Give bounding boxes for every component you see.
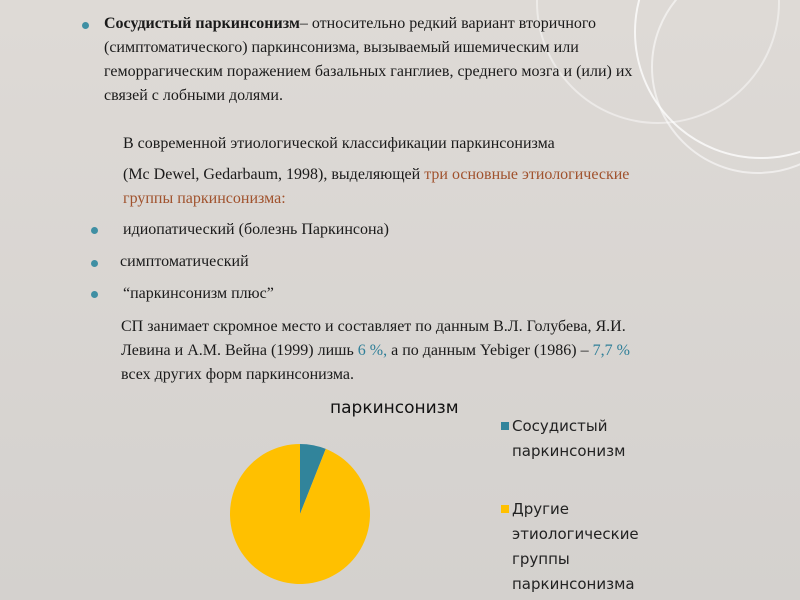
term-bold: Сосудистый паркинсонизм — [104, 15, 300, 32]
legend-label: Сосудистый — [512, 417, 608, 435]
stat-value: 6 %, — [357, 342, 388, 359]
stats-paragraph — [121, 315, 771, 387]
stats-text: всех других форм паркинсонизма. — [121, 366, 354, 383]
group-item: “паркинсонизм плюс” — [123, 285, 274, 302]
definition-text: связей с лобными долями. — [104, 87, 283, 104]
group-item: идиопатический (болезнь Паркинсона) — [123, 221, 389, 238]
stat-value: 7,7 % — [592, 342, 630, 359]
intro-paragraph — [104, 12, 764, 108]
legend-swatch — [501, 422, 509, 430]
bullet-icon — [91, 260, 98, 267]
classification-paragraph — [123, 163, 773, 211]
stats-text: а по данным Yebiger (1986) – — [387, 342, 593, 359]
group-item: симптоматический — [120, 253, 249, 270]
legend-label: группы — [512, 550, 570, 568]
highlight-groups: три основные этиологические — [424, 166, 630, 183]
definition-text: (симптоматического) паркинсонизма, вызываемый ишемическим или — [104, 39, 579, 56]
classification-line: В современной этиологической классификации паркинсонизма — [123, 135, 555, 152]
legend-item-vascular — [512, 414, 625, 464]
bullet-icon — [91, 291, 98, 298]
stats-text: Левина и А.М. Вейна (1999) лишь — [121, 342, 358, 359]
highlight-groups: группы паркинсонизма: — [123, 190, 286, 207]
pie-slice-other — [230, 444, 370, 584]
legend-label: паркинсонизма — [512, 575, 635, 593]
pie-chart — [228, 440, 378, 590]
legend-label: паркинсонизм — [512, 442, 626, 460]
bullet-icon — [91, 227, 98, 234]
classification-citation: (Mc Dewel, Gedarbaum, 1998), выделяющей — [123, 166, 425, 183]
definition-text: – относительно редкий вариант вторичного — [299, 15, 597, 32]
legend-label: Другие — [512, 500, 569, 518]
legend-item-other — [512, 497, 639, 597]
chart-title: паркинсонизм — [330, 398, 459, 418]
legend-label: этиологические — [512, 525, 639, 543]
bullet-icon — [82, 22, 89, 29]
legend-swatch — [501, 505, 509, 513]
stats-text: СП занимает скромное место и составляет по данным В.Л. Голубева, Я.И. — [121, 318, 626, 335]
definition-text: геморрагическим поражением базальных ганглиев, среднего мозга и (или) их — [104, 63, 633, 80]
